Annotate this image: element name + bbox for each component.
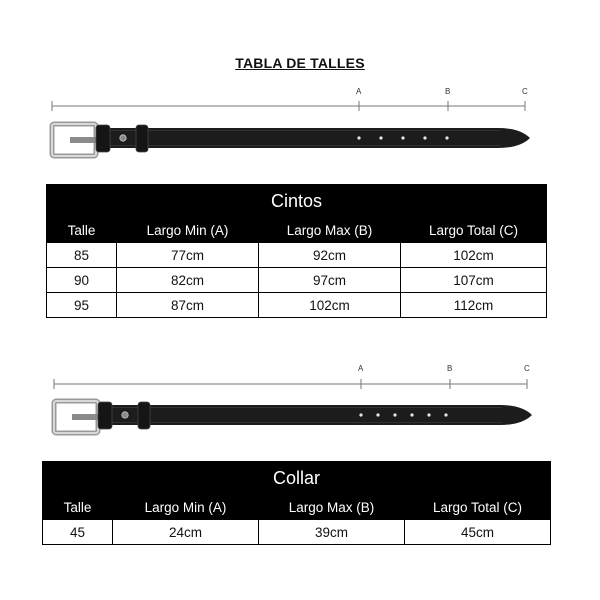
column-header: Largo Max (B) xyxy=(259,495,405,520)
column-header: Largo Total (C) xyxy=(401,218,547,243)
size-table-cintos xyxy=(46,184,547,318)
belt-buckle xyxy=(52,124,100,156)
table-cell: 45 xyxy=(43,520,113,545)
table-cell: 82cm xyxy=(117,268,259,293)
table-row xyxy=(43,520,551,545)
belt-keeper xyxy=(98,402,112,429)
belt-illustration xyxy=(0,358,600,440)
column-header: Talle xyxy=(47,218,117,243)
belt-buckle xyxy=(54,401,102,433)
table-cell: 95 xyxy=(47,293,117,318)
belt-keeper xyxy=(138,402,150,429)
measurement-line xyxy=(54,379,527,389)
table-cell: 77cm xyxy=(117,243,259,268)
table-cell: 102cm xyxy=(401,243,547,268)
belt-strap xyxy=(98,405,532,425)
table-cell: 85 xyxy=(47,243,117,268)
column-header: Largo Max (B) xyxy=(259,218,401,243)
table-cell: 112cm xyxy=(401,293,547,318)
marker-c: C xyxy=(522,87,528,96)
column-header: Largo Total (C) xyxy=(405,495,551,520)
table-cell: 90 xyxy=(47,268,117,293)
marker-a: A xyxy=(356,87,362,96)
table-cell: 24cm xyxy=(113,520,259,545)
measurement-line xyxy=(52,101,525,111)
marker-c: C xyxy=(524,364,530,373)
table-cell: 45cm xyxy=(405,520,551,545)
size-table-collar xyxy=(42,461,551,545)
table-cell: 92cm xyxy=(259,243,401,268)
column-header: Largo Min (A) xyxy=(113,495,259,520)
marker-b: B xyxy=(445,87,451,96)
page-title: TABLA DE TALLES xyxy=(235,55,365,71)
table-row xyxy=(47,293,547,318)
belt-keeper xyxy=(96,125,110,152)
table-cell: 102cm xyxy=(259,293,401,318)
table-cell: 39cm xyxy=(259,520,405,545)
belt-rivet xyxy=(120,135,126,141)
belt-illustration xyxy=(0,82,600,162)
table-cell: 97cm xyxy=(259,268,401,293)
column-header: Talle xyxy=(43,495,113,520)
marker-a: A xyxy=(358,364,364,373)
belt-diagram-cintos xyxy=(0,82,600,167)
table-cell: 87cm xyxy=(117,293,259,318)
column-header: Largo Min (A) xyxy=(117,218,259,243)
belt-keeper xyxy=(136,125,148,152)
table-row xyxy=(47,243,547,268)
belt-strap xyxy=(96,128,530,148)
table-caption: Collar xyxy=(43,462,551,495)
table-caption: Cintos xyxy=(47,185,547,218)
table-row xyxy=(47,268,547,293)
marker-b: B xyxy=(447,364,453,373)
belt-rivet xyxy=(122,412,128,418)
belt-diagram-collar xyxy=(0,358,600,445)
table-cell: 107cm xyxy=(401,268,547,293)
